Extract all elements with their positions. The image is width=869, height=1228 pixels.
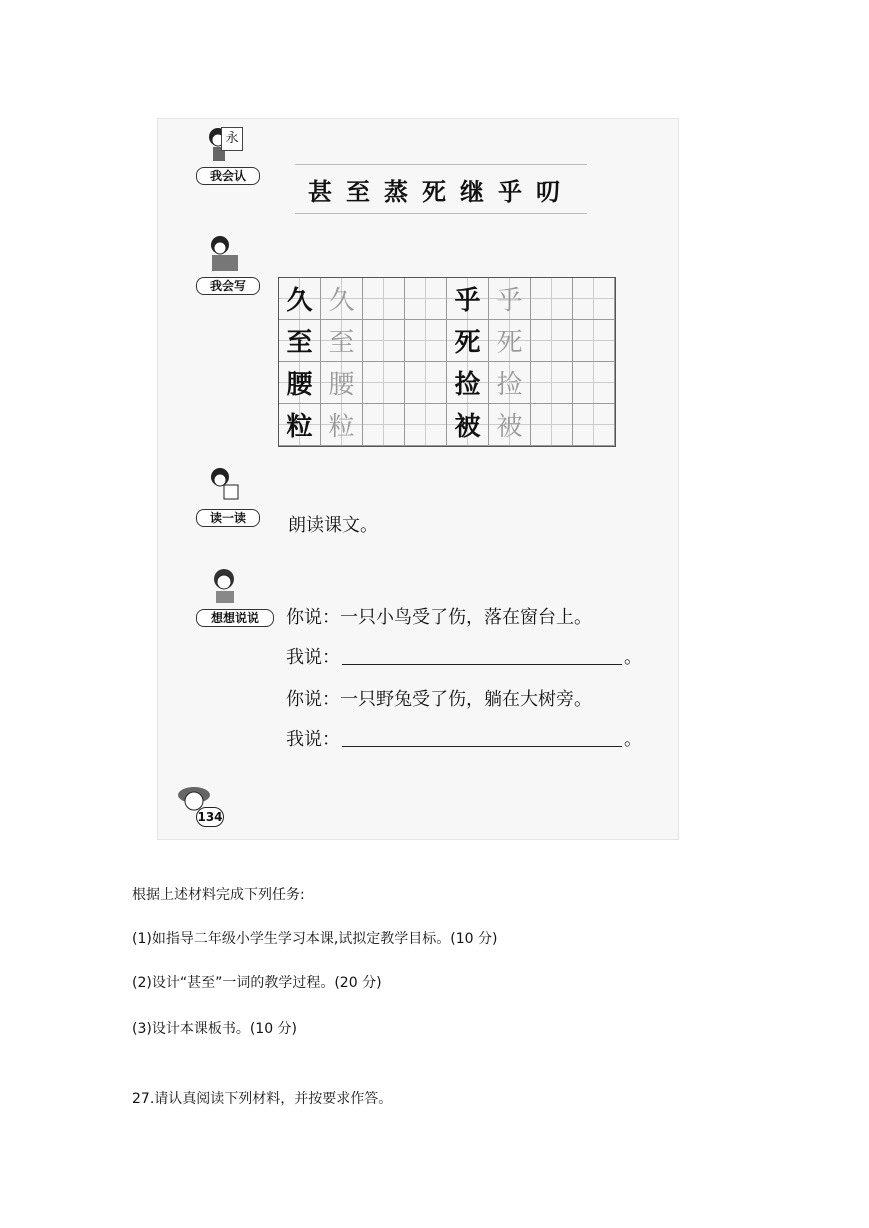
grid-cell-trace: 被	[489, 404, 531, 446]
grid-cell-trace: 粒	[321, 404, 363, 446]
badge-label: 想想说说	[196, 609, 274, 627]
grid-cell-empty[interactable]	[573, 320, 615, 362]
grid-cell-trace: 死	[489, 320, 531, 362]
dialogue-line: 你说：一只野兔受了伤，躺在大树旁。	[286, 689, 592, 710]
answer-line: 我说： 。	[286, 729, 642, 750]
grid-cell-empty[interactable]	[405, 320, 447, 362]
grid-cell-model: 久	[279, 278, 321, 320]
grid-cell-trace: 腰	[321, 362, 363, 404]
grid-cell-empty[interactable]	[405, 404, 447, 446]
recognize-characters: 甚至蒸死继乎叨	[295, 164, 587, 214]
grid-cell-empty[interactable]	[363, 278, 405, 320]
grid-cell-empty[interactable]	[405, 362, 447, 404]
answer-line: 我说： 。	[286, 647, 642, 668]
grid-cell-empty[interactable]	[573, 362, 615, 404]
task-item: (3)设计本课板书。(10 分)	[132, 1021, 298, 1037]
page-number: 134	[196, 807, 224, 827]
answer-blank[interactable]	[342, 664, 622, 665]
grid-cell-trace: 乎	[489, 278, 531, 320]
grid-cell-model: 腰	[279, 362, 321, 404]
grid-cell-model: 乎	[447, 278, 489, 320]
grid-cell-empty[interactable]	[363, 404, 405, 446]
girl-reading-icon	[204, 465, 248, 509]
grid-cell-trace: 至	[321, 320, 363, 362]
grid-cell-empty[interactable]	[531, 362, 573, 404]
grid-cell-model: 被	[447, 404, 489, 446]
badge-label: 我会写	[196, 277, 260, 295]
grid-cell-model: 至	[279, 320, 321, 362]
textbook-page-scan	[157, 118, 679, 840]
writing-grid	[278, 277, 616, 447]
grid-cell-empty[interactable]	[573, 404, 615, 446]
sample-character-box: 永	[221, 127, 243, 151]
grid-cell-trace: 捡	[489, 362, 531, 404]
grid-cell-empty[interactable]	[363, 320, 405, 362]
task-item: (2)设计“甚至”一词的教学过程。(20 分)	[132, 975, 382, 991]
grid-cell-empty[interactable]	[531, 404, 573, 446]
write-badge	[196, 233, 260, 295]
task-item: (1)如指导二年级小学生学习本课,试拟定教学目标。(10 分)	[132, 931, 498, 947]
grid-cell-model: 死	[447, 320, 489, 362]
grid-cell-empty[interactable]	[531, 320, 573, 362]
grid-cell-empty[interactable]	[531, 278, 573, 320]
grid-cell-model: 粒	[279, 404, 321, 446]
girl-writing-icon	[204, 233, 248, 277]
read-badge	[196, 465, 260, 527]
read-instruction: 朗读课文。	[288, 515, 378, 536]
recognize-badge	[196, 123, 260, 185]
grid-cell-model: 捡	[447, 362, 489, 404]
next-question: 27.请认真阅读下列材料，并按要求作答。	[132, 1091, 393, 1107]
grid-cell-empty[interactable]	[573, 278, 615, 320]
badge-label: 我会认	[196, 167, 260, 185]
dialogue-line: 你说：一只小鸟受了伤，落在窗台上。	[286, 607, 592, 628]
grid-cell-trace: 久	[321, 278, 363, 320]
grid-cell-empty[interactable]	[405, 278, 447, 320]
grid-cell-empty[interactable]	[363, 362, 405, 404]
task-intro: 根据上述材料完成下列任务:	[132, 887, 305, 903]
answer-blank[interactable]	[342, 746, 622, 747]
think-badge	[196, 565, 272, 627]
badge-label: 读一读	[196, 509, 260, 527]
thinking-child-icon	[204, 565, 248, 609]
